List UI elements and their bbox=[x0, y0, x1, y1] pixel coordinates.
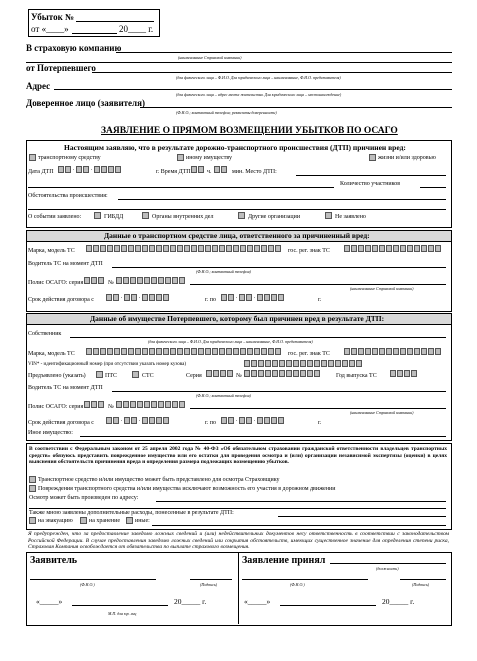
expenses-field[interactable] bbox=[278, 516, 446, 517]
guilty-insurer-field[interactable] bbox=[190, 284, 446, 285]
guilty-insurer-hint: (наименование Страховой компании) bbox=[350, 286, 414, 291]
accepted-label: Заявление принял bbox=[242, 555, 326, 566]
reported-none-label: Не заявлено bbox=[335, 214, 366, 220]
guilty-validity-label: Срок действия договора с bbox=[28, 297, 94, 303]
victim-validity-from-cells[interactable]: . . bbox=[106, 417, 169, 424]
applicant-date-year: 20_____ г. bbox=[174, 597, 207, 606]
to-company-label: В страховую компанию bbox=[26, 43, 122, 53]
exp-other-label: иные: bbox=[135, 518, 150, 524]
address-field[interactable] bbox=[54, 89, 452, 90]
damage-health-checkbox[interactable] bbox=[369, 154, 376, 161]
damage-property-checkbox[interactable] bbox=[177, 154, 184, 161]
reported-none-checkbox[interactable] bbox=[325, 212, 332, 219]
guilty-driver-label: Водитель ТС на момент ДТП bbox=[28, 261, 103, 267]
participants-label: Количество участников bbox=[340, 181, 401, 187]
circumstances-field-2[interactable] bbox=[28, 209, 446, 210]
doc-series-label: Серия bbox=[186, 373, 202, 379]
applicant-date-day: «_____» bbox=[36, 597, 63, 606]
victim-plate-cells[interactable] bbox=[344, 348, 441, 355]
victim-insurer-field[interactable] bbox=[190, 408, 446, 409]
to-company-field[interactable] bbox=[116, 52, 452, 53]
accepted-date-day: «_____» bbox=[244, 597, 271, 606]
doc-number-label: № bbox=[236, 373, 242, 379]
victim-insurer-hint: (наименование Страховой компании) bbox=[350, 410, 414, 415]
guilty-plate-cells[interactable] bbox=[344, 245, 441, 252]
page-title: ЗАЯВЛЕНИЕ О ПРЯМОМ ВОЗМЕЩЕНИИ УБЫТКОВ ПО ОСАГО bbox=[101, 126, 398, 136]
victim-validity-to-label: г. по bbox=[205, 420, 216, 426]
exp-storage-label: на хранение bbox=[89, 518, 120, 524]
owner-field[interactable] bbox=[70, 337, 446, 338]
accepted-position-hint: (должность) bbox=[376, 566, 399, 571]
applicant-label: Заявитель bbox=[30, 555, 78, 566]
guilty-validity-from-cells[interactable]: . . bbox=[106, 294, 169, 301]
trustee-field[interactable] bbox=[140, 107, 452, 108]
signature-divider bbox=[238, 552, 239, 624]
release-year-label: Год выпуска ТС bbox=[336, 373, 377, 379]
vin-label: VIN* - идентификационный номер (при отсутствии указать номер кузова) bbox=[28, 362, 186, 367]
address-hint: (для физического лица – адрес места жительства. Для юридического лица – местонахождение) bbox=[176, 92, 342, 97]
exp-other-field[interactable] bbox=[152, 525, 446, 526]
trustee-hint: (Ф.И.О.; контактный телефон; реквизиты доверенности) bbox=[176, 110, 277, 115]
incident-date-label: Дата ДТП bbox=[28, 169, 54, 175]
inspection-address-field-2[interactable] bbox=[29, 508, 446, 509]
damage-vehicle-label: транспортному средству bbox=[38, 155, 101, 161]
guilty-policy-number-cells[interactable] bbox=[116, 277, 185, 284]
inspection-address-field[interactable] bbox=[156, 501, 446, 502]
guilty-validity-to-label: г. по bbox=[205, 297, 216, 303]
reported-gibdd-label: ГИБДД bbox=[104, 214, 124, 220]
reported-label: О событии заявлено: bbox=[28, 214, 82, 220]
can-inspect-label: Транспортное средство и/или имущество может быть представлено для осмотра Страховщику bbox=[38, 477, 280, 483]
cannot-drive-label: Повреждения транспортного средства и/или имущества исключают возможность его участия в дорожном движении bbox=[38, 486, 336, 492]
damage-health-label: жизни и/или здоровью bbox=[378, 155, 436, 161]
victim-validity-year: г. bbox=[318, 420, 322, 426]
exp-tow-checkbox[interactable] bbox=[29, 517, 36, 524]
accepted-signature-hint: (Подпись) bbox=[412, 582, 430, 587]
exp-storage-checkbox[interactable] bbox=[80, 517, 87, 524]
victim-make-cells[interactable] bbox=[86, 348, 281, 355]
guilty-make-label: Марка, модель ТС bbox=[28, 248, 75, 254]
loss-number-label: Убыток № bbox=[31, 12, 75, 22]
victim-property-heading: Данные об имуществе Потерпевшего, которому был причинен вред в результате ДТП: bbox=[90, 314, 385, 323]
owner-hint: (для физического лица – Ф.И.О. Для юридического лица – наименование, Ф.И.О. представителя) bbox=[148, 339, 313, 344]
doc-presented-label: Предъявлено (указать) bbox=[28, 373, 86, 379]
guilty-vehicle-heading: Данные о транспортном средстве лица, ответственного за причиненный вред: bbox=[104, 231, 370, 240]
damage-vehicle-checkbox[interactable] bbox=[29, 154, 36, 161]
inspection-address-label: Осмотр может быть произведен по адресу: bbox=[29, 495, 139, 501]
vin-cells[interactable] bbox=[244, 360, 362, 367]
from-victim-hint: (для физического лица – Ф.И.О. Для юридического лица – наименование, Ф.И.О. представителя) bbox=[176, 75, 341, 80]
cannot-drive-checkbox[interactable] bbox=[29, 485, 36, 492]
release-year-cells[interactable] bbox=[390, 370, 417, 377]
accepted-date-month[interactable] bbox=[280, 605, 376, 606]
doc-number-cells[interactable] bbox=[244, 370, 320, 377]
reported-police-label: Органы внутренних дел bbox=[152, 214, 214, 220]
victim-policy-label: Полис ОСАГО: серия bbox=[28, 404, 84, 410]
accepted-date-year: 20_____ г. bbox=[382, 597, 415, 606]
victim-policy-series-cells[interactable] bbox=[84, 401, 104, 408]
accepted-fio-field[interactable] bbox=[242, 579, 368, 580]
loss-number-field[interactable] bbox=[76, 21, 154, 22]
reported-gibdd-checkbox[interactable] bbox=[94, 212, 101, 219]
guilty-driver-field[interactable] bbox=[112, 267, 446, 268]
incident-place-field[interactable] bbox=[296, 175, 446, 176]
loss-date-field[interactable] bbox=[72, 33, 117, 34]
trustee-label: Доверенное лицо (заявителя) bbox=[26, 98, 145, 108]
incident-heading: Настоящим заявляю, что в результате дорожно-транспортного происшествия (ДТП) причинен вред: bbox=[64, 143, 406, 152]
incident-place-label: мин. Место ДТП: bbox=[232, 169, 277, 175]
applicant-date-month[interactable] bbox=[72, 605, 168, 606]
accepted-signature-field[interactable] bbox=[400, 579, 446, 580]
law-text: В соответствии с Федеральным законом от 25 апреля 2002 года № 40-ФЗ «Об обязательном страховании гражданской ответственности владельцев транспортных средств» обязуюсь представить поврежденное имущество или его остатки для проведения осмотра и (или) организации независимой экспертизы (оценки) в целях выяснения обстоятельств причинения вреда и определения размера подлежащих возмещению убытков. bbox=[29, 446, 447, 466]
damage-property-label: иному имуществу bbox=[186, 155, 232, 161]
applicant-signature-field[interactable] bbox=[190, 579, 232, 580]
from-victim-field[interactable] bbox=[92, 72, 452, 73]
expenses-label: Также мною заявлены дополнительные расходы, понесенные в результате ДТП: bbox=[29, 510, 234, 516]
reported-other-checkbox[interactable] bbox=[238, 212, 245, 219]
guilty-driver-hint: (Ф.И.О.; контактный телефон) bbox=[196, 269, 251, 274]
sts-checkbox[interactable] bbox=[132, 371, 139, 378]
victim-plate-label: гос. рег. знак ТС bbox=[288, 351, 330, 357]
pts-checkbox[interactable] bbox=[96, 371, 103, 378]
to-company-hint: (наименование Страховой компании) bbox=[178, 55, 242, 60]
circumstances-label: Обстоятельства происшествия: bbox=[28, 193, 108, 199]
from-victim-label: от Потерпевшего bbox=[26, 63, 96, 73]
loss-date-year: 20____ г. bbox=[119, 24, 154, 34]
stamp-label: М.П. для юр. лиц bbox=[108, 611, 137, 616]
doc-series-cells[interactable] bbox=[206, 370, 233, 377]
victim-validity-to-cells[interactable]: . . bbox=[221, 417, 284, 424]
applicant-signature-hint: (Подпись) bbox=[200, 582, 218, 587]
warning-text: Я предупрежден, что за предоставление заведомо ложных сведений и (или) недействительных документов несу ответственность в соответствии с законодательством Российской Федерации. В случае предоставления заведомо ложных сведений или сокрытия обстоятельств, имеющих существенное значение для определения степени риска, Страховая Компания освобождается от обязательства по выплате страхового возмещения. bbox=[28, 531, 449, 551]
exp-tow-label: на эвакуацию bbox=[38, 518, 73, 524]
participants-field[interactable] bbox=[420, 187, 446, 188]
victim-driver-label: Водитель ТС на момент ДТП bbox=[28, 385, 103, 391]
guilty-plate-label: гос. рег. знак ТС bbox=[288, 248, 330, 254]
guilty-make-cells[interactable] bbox=[86, 245, 281, 252]
owner-label: Собственник bbox=[28, 331, 62, 337]
victim-make-label: Марка, модель ТС bbox=[28, 351, 75, 357]
victim-driver-field[interactable] bbox=[112, 391, 446, 392]
sts-label: СТС bbox=[142, 373, 154, 379]
accepted-position-field[interactable] bbox=[330, 563, 446, 564]
loss-date-label: от «____» bbox=[31, 24, 69, 34]
victim-policy-no-label: № bbox=[108, 404, 114, 410]
other-property-label: Иное имущество: bbox=[28, 430, 73, 436]
exp-other-checkbox[interactable] bbox=[126, 517, 133, 524]
other-property-field[interactable] bbox=[80, 436, 446, 437]
circumstances-field[interactable] bbox=[118, 199, 446, 200]
guilty-validity-year: г. bbox=[318, 297, 322, 303]
reported-police-checkbox[interactable] bbox=[142, 212, 149, 219]
incident-hour-label: ч. bbox=[207, 169, 212, 175]
victim-validity-label: Срок действия договора с bbox=[28, 420, 94, 426]
incident-place-field-2[interactable] bbox=[28, 187, 334, 188]
victim-policy-number-cells[interactable] bbox=[116, 401, 185, 408]
incident-date-cells[interactable]: . . bbox=[58, 166, 121, 173]
incident-hour-cells[interactable] bbox=[191, 166, 204, 173]
applicant-fio-field[interactable] bbox=[30, 579, 156, 580]
guilty-policy-label: Полис ОСАГО: серия bbox=[28, 280, 84, 286]
address-label: Адрес bbox=[26, 81, 51, 91]
pts-label: ПТС bbox=[105, 373, 117, 379]
guilty-validity-to-cells[interactable]: . . bbox=[221, 294, 284, 301]
reported-other-label: Другие организации bbox=[248, 214, 301, 220]
incident-minute-cells[interactable] bbox=[214, 166, 227, 173]
applicant-fio-hint: (Ф.И.О.) bbox=[80, 582, 95, 587]
guilty-policy-no-label: № bbox=[108, 280, 114, 286]
accepted-fio-hint: (Ф.И.О.) bbox=[290, 582, 305, 587]
guilty-policy-series-cells[interactable] bbox=[84, 277, 104, 284]
incident-time-label: г. Время ДТП bbox=[156, 169, 191, 175]
can-inspect-checkbox[interactable] bbox=[29, 476, 36, 483]
victim-driver-hint: (Ф.И.О.; контактный телефон) bbox=[196, 393, 251, 398]
